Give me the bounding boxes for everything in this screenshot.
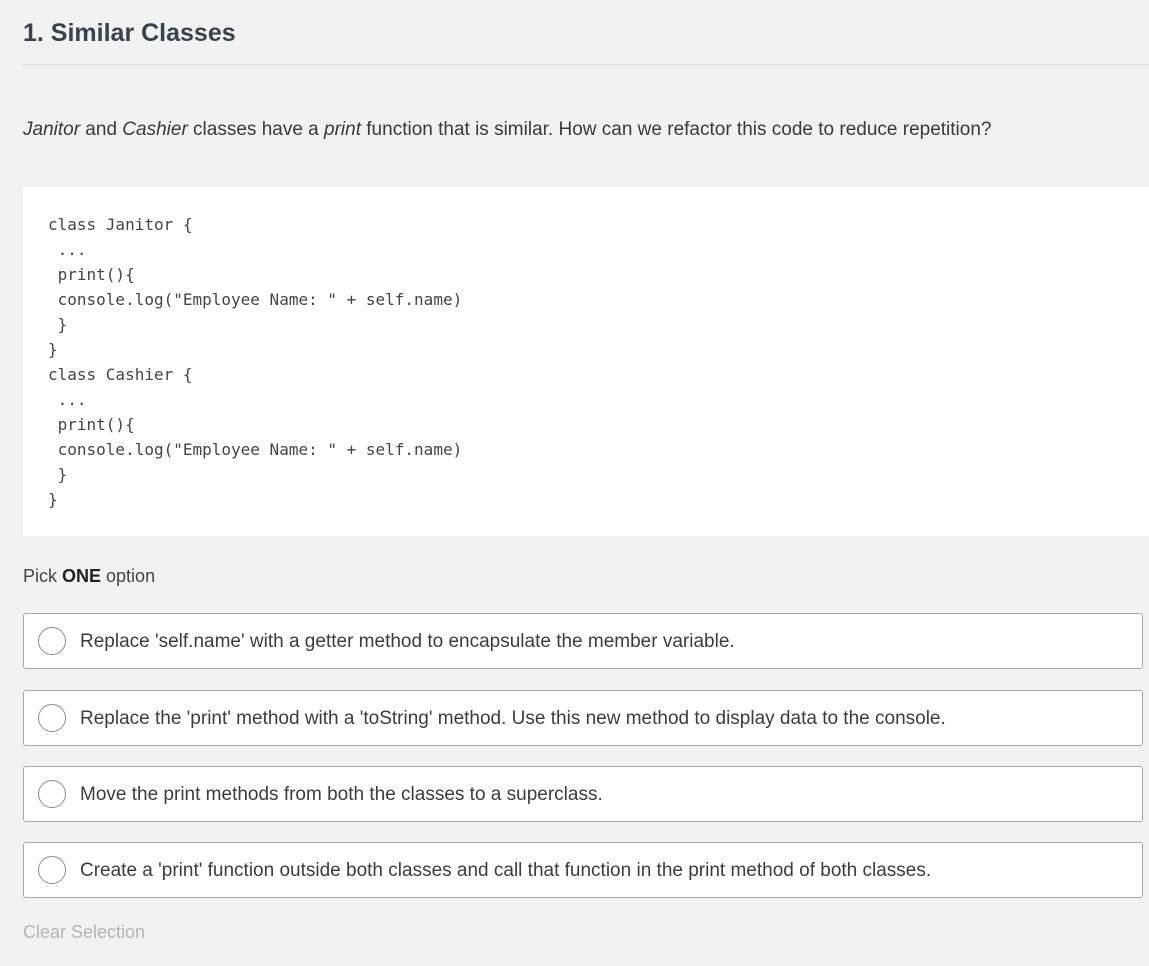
- option-label: Replace the 'print' method with a 'toString' method. Use this new method to display data to the console.: [80, 708, 946, 729]
- answer-option-2[interactable]: [23, 690, 1143, 746]
- answer-option-1[interactable]: [23, 613, 1143, 669]
- option-label: Replace 'self.name' with a getter method to encapsulate the member variable.: [80, 631, 735, 652]
- prompt-text-and: and: [80, 119, 123, 140]
- prompt-text-rest: function that is similar. How can we refactor this code to reduce repetition?: [361, 119, 992, 140]
- pick-instruction: [23, 564, 155, 588]
- pick-text-post: option: [101, 566, 156, 586]
- question-prompt: [23, 117, 991, 143]
- answer-option-3[interactable]: [23, 766, 1143, 822]
- class-name-cashier: Cashier: [122, 119, 188, 140]
- prompt-text-mid: classes have a: [187, 119, 325, 140]
- clear-selection-link[interactable]: Clear Selection: [23, 922, 146, 942]
- radio-button[interactable]: [38, 627, 66, 655]
- class-name-janitor: Janitor: [23, 119, 81, 140]
- radio-button[interactable]: [38, 704, 66, 732]
- radio-button[interactable]: [38, 780, 66, 808]
- code-snippet: class Janitor { ... print(){ console.log("Employee Name: " + self.name) } } class Cashier { ... print(){ console.log("Employee Name: " + self.name) } }: [48, 215, 463, 509]
- radio-button[interactable]: [38, 856, 66, 884]
- code-block: [23, 187, 1149, 536]
- function-name-print: print: [324, 119, 361, 140]
- pick-text-emphasis: ONE: [62, 566, 102, 586]
- title-divider: [23, 64, 1149, 65]
- pick-text-pre: Pick: [23, 566, 63, 586]
- question-title: 1. Similar Classes: [23, 19, 236, 47]
- answer-option-4[interactable]: [23, 842, 1143, 898]
- option-label: Create a 'print' function outside both classes and call that function in the print method of both classes.: [80, 860, 932, 881]
- option-label: Move the print methods from both the classes to a superclass.: [80, 784, 603, 805]
